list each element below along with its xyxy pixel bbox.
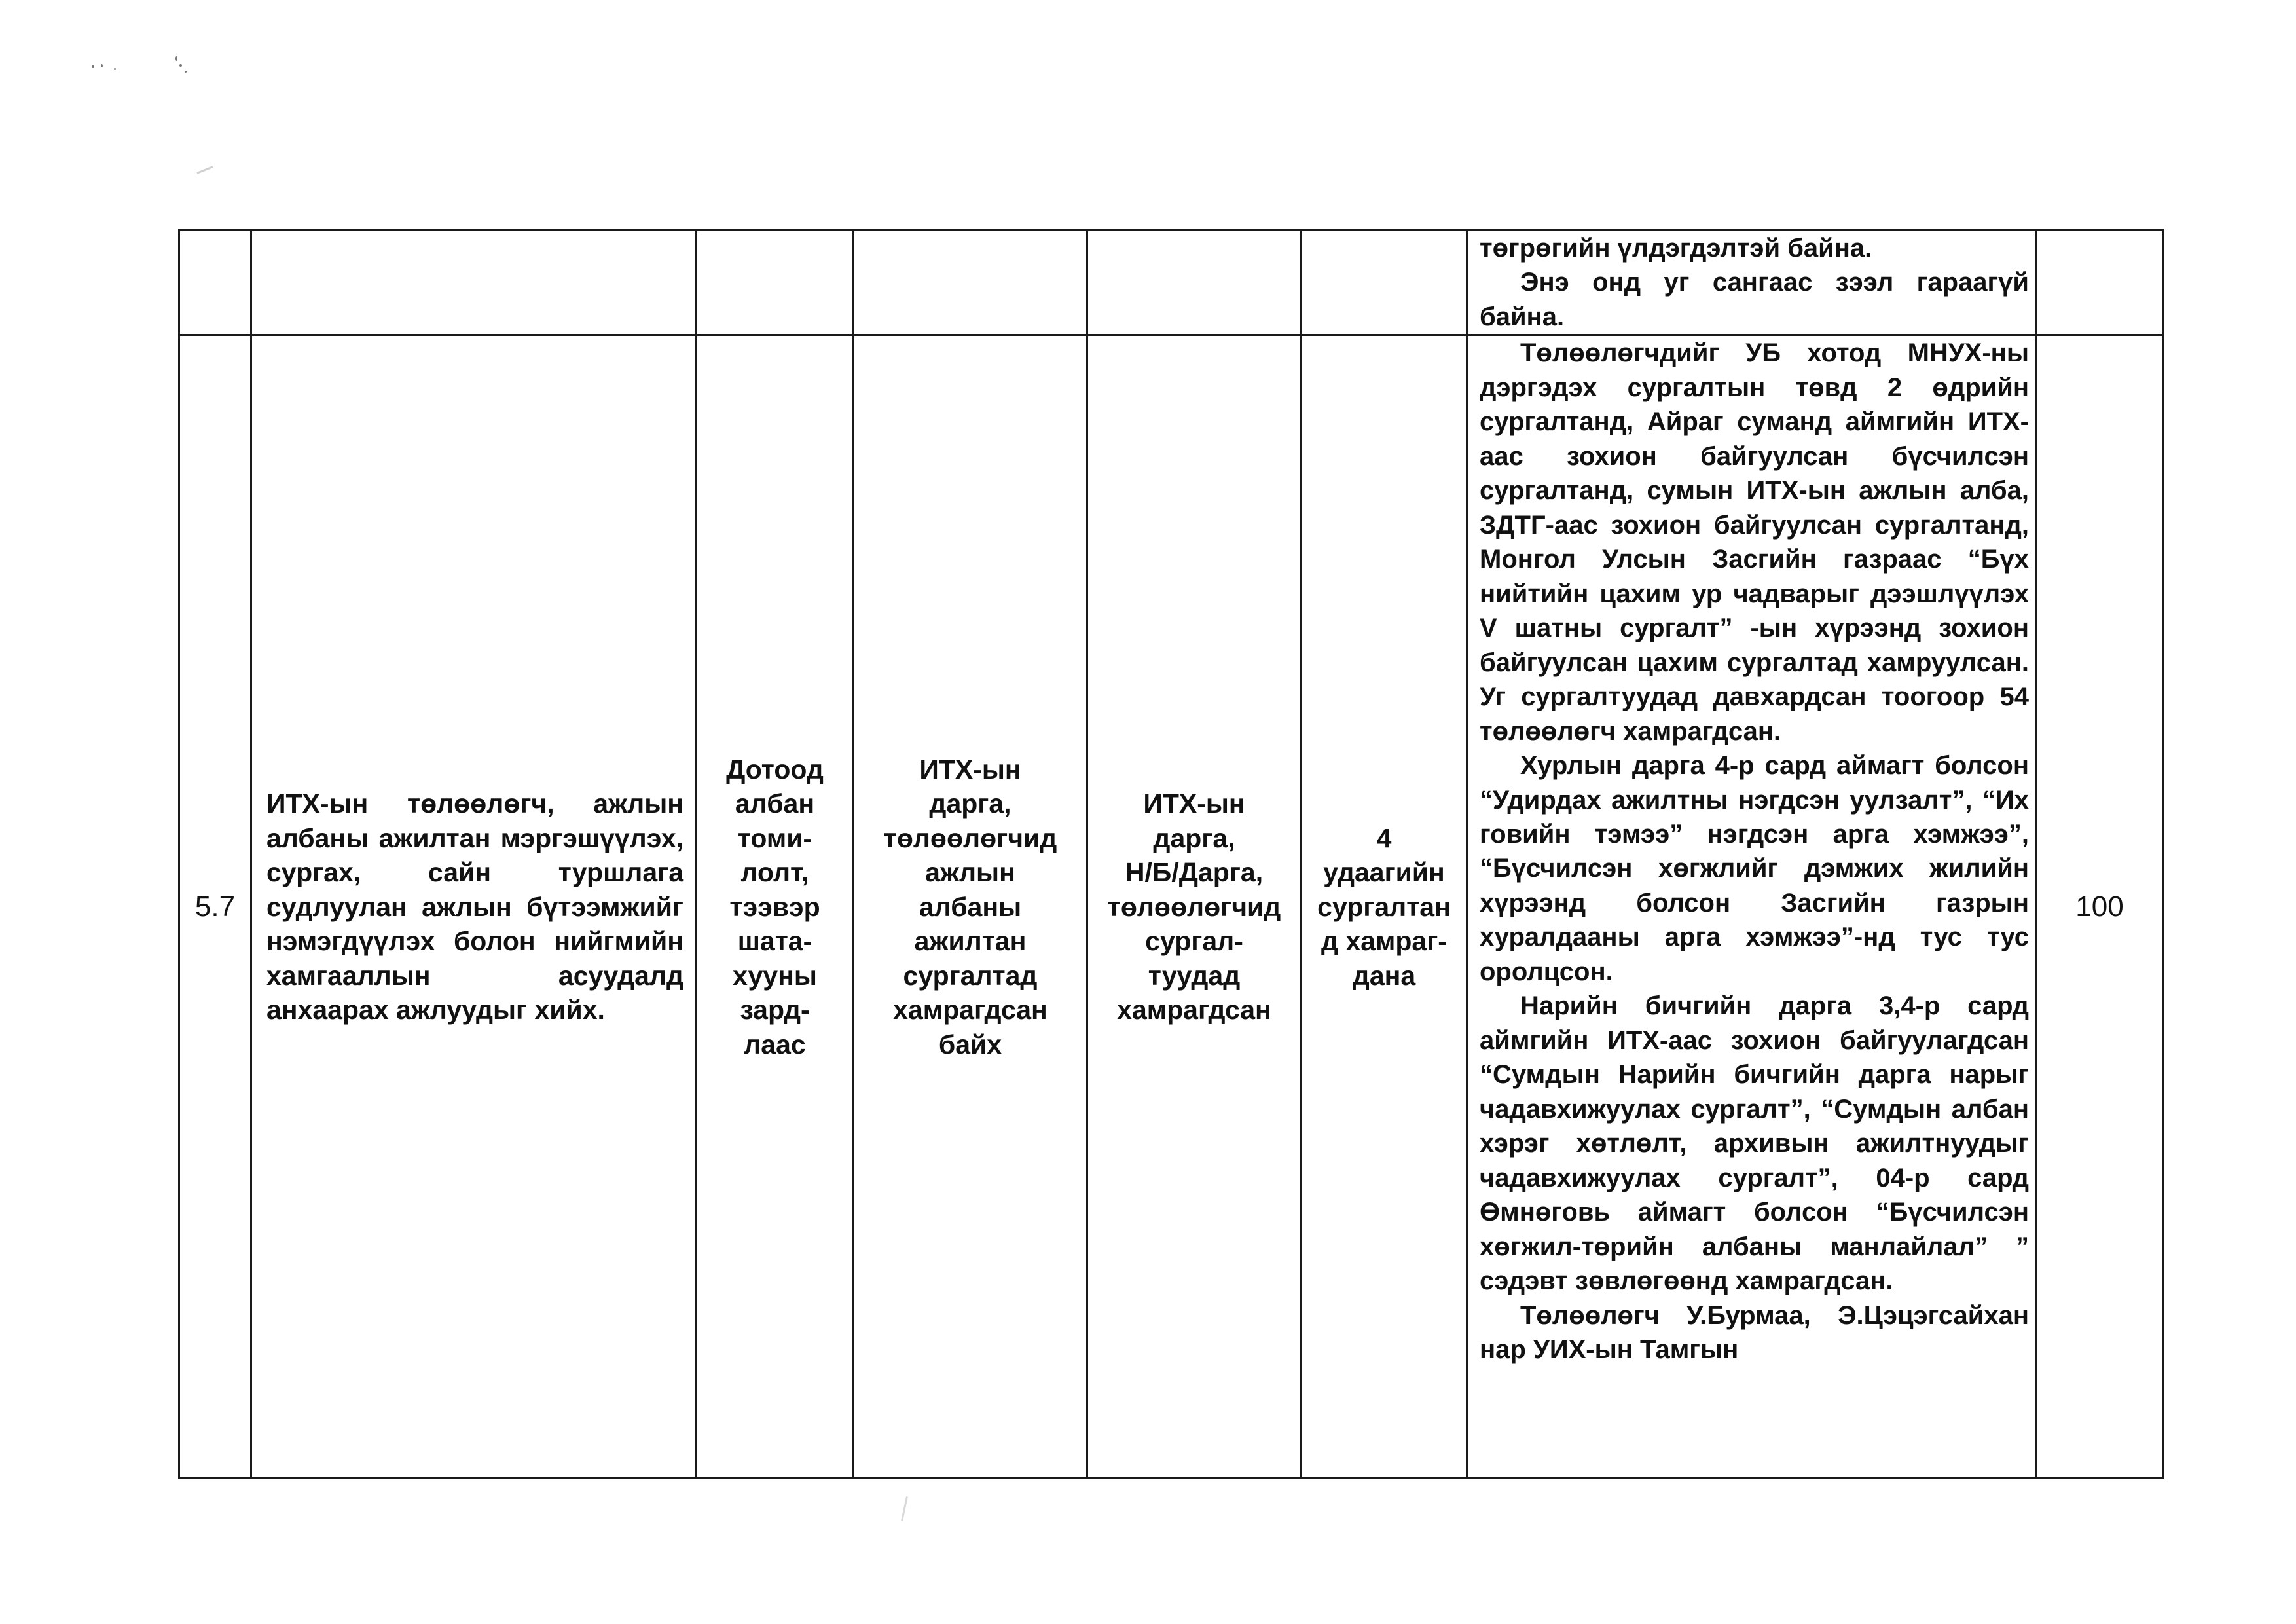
performance-indicator (854, 335, 1087, 1479)
report-table (178, 229, 2164, 1479)
cell-report (1467, 231, 2037, 335)
cell-score (2037, 231, 2163, 335)
cell-responsible (1087, 231, 1302, 335)
cell-funding (697, 231, 854, 335)
implementation-report (1467, 335, 2037, 1479)
responsible-party (1087, 335, 1302, 1479)
row-number: 5.7 (179, 335, 251, 1479)
report-paragraph: Нарийн бичгийн дарга 3,4-р сард аймгийн ИТХ-аас зохион байгуулагдсан “Сумдын Нарийн бичгийн дарга нарыг чадавхижуулах сургалт”, “Сумдын албан хэрэг хөтлөлт, архивын ажилтнуудыг чадавхижуулах сургалт”, 04-р сард Өмнөговь аймагт болсон “Бүсчилсэн хөгжил-төрийн албаны манлайлал” ” сэдэвт зөвлөгөөнд хамрагдсан. (1480, 991, 2029, 1296)
report-paragraph: Төлөөлөгч У.Бурмаа, Э.Цэцэгсайхан нар УИХ-ын Тамгын (1480, 1301, 2029, 1364)
score: 100 (2037, 335, 2163, 1479)
responsible-party-text: ИТХ-ын дарга, Н/Б/Дарга, төлөөлөгчид сургал- туудад хамрагдсан (1107, 788, 1281, 1025)
performance-indicator-text: ИТХ-ын дарга, төлөөлөгчид ажлын албаны ажилтан сургалтад хамрагдсан байх (883, 754, 1057, 1060)
funding-source-text: Дотоод албан томи- лолт, тээвэр шата- хууны зард- лаас (726, 754, 824, 1060)
funding-source (697, 335, 854, 1479)
cell-task (251, 231, 697, 335)
report-paragraph: Төлөөлөгчдийг УБ хотод МНУХ-ны дэргэдэх сургалтын төвд 2 өдрийн сургалтанд, Айраг суманд аймгийн ИТХ-аас зохион байгуулсан бүсчилсэн сургалтанд, сумын ИТХ-ын ажлын алба, ЗДТГ-аас зохион байгуулсан сургалтанд, Монгол Улсын Засгийн газраас “Бүх нийтийн цахим ур чадварыг дээшлүүлэх V шатны сургалт” -ын хүрээнд зохион байгуулсан цахим сургалтад хамруулсан. Уг сургалтуудад давхардсан тоогоор 54 төлөөлөгч хамрагдсан. (1480, 339, 2029, 746)
table-row-continuation (179, 231, 2163, 335)
task-description: ИТХ-ын төлөөлөгч, ажлын албаны ажилтан мэргэшүүлэх, сургах, сайн туршлага судлуулан ажлын бүтээмжийг нэмэгдүүлэх болон нийгмийн хамгааллын асуудалд анхаарах ажлуудыг хийх. (251, 335, 697, 1479)
frequency-text: 4 удаагийн сургалтан д хамраг- дана (1317, 822, 1451, 991)
scan-specks (85, 39, 216, 79)
scan-mark (196, 166, 213, 174)
report-paragraph: Энэ онд уг сангаас зээл гараагүй байна. (1480, 268, 2029, 331)
table-row-5-7 (179, 335, 2163, 1479)
scan-mark-bottom (901, 1496, 908, 1521)
cell-number (179, 231, 251, 335)
frequency (1302, 335, 1467, 1479)
cell-frequency (1302, 231, 1467, 335)
report-paragraph: төгрөгийн үлдэгдэлтэй байна. (1480, 234, 1872, 263)
cell-indicator (854, 231, 1087, 335)
report-paragraph: Хурлын дарга 4-р сард аймагт болсон “Удирдах ажилтны нэгдсэн уулзалт”, “Их говийн тэмээ” нэгдсэн арга хэмжээ”, “Бүсчилсэн хөгжлийг дэмжих жилийн хүрээнд болсон Засгийн газрын хуралдааны арга хэмжээ”-нд тус тус оролцсон. (1480, 751, 2029, 986)
